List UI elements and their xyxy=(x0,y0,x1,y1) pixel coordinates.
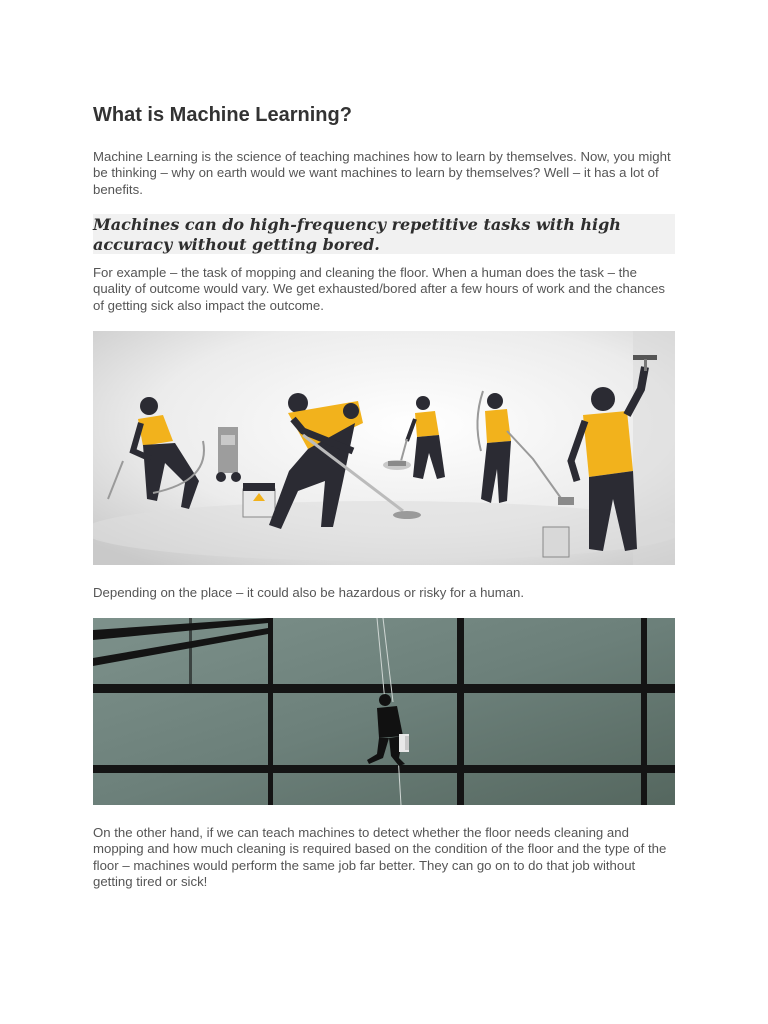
example-paragraph: For example – the task of mopping and cleaning the floor. When a human does the task – the quality of outcome would vary. We get exhausted/bored after a few hours of work and the chances of getting sick also impact the outcome. xyxy=(93,265,666,313)
conclusion-paragraph: On the other hand, if we can teach machines to detect whether the floor needs cleaning and mopping and how much cleaning is required based on the condition of the floor and the type of the floor – machines would perform the same job far better. They can go on to do that job without getting tired or sick! xyxy=(93,825,667,889)
callout-text: Machines can do high-frequency repetitive tasks with high accuracy without getting bored. xyxy=(93,215,621,254)
bucket-1 xyxy=(243,483,275,517)
hazard-paragraph: Depending on the place – it could also be hazardous or risky for a human. xyxy=(93,585,525,600)
intro-paragraph: Machine Learning is the science of teaching machines how to learn by themselves. Now, you might be thinking – why on earth would we want machines to learn by themselves? Well – it has a lot of benefits. xyxy=(93,149,671,197)
callout-box xyxy=(93,214,675,254)
window-cleaner-photo xyxy=(93,618,675,805)
page-title: What is Machine Learning? xyxy=(93,104,352,126)
cleaning-workers-illustration xyxy=(93,331,675,565)
